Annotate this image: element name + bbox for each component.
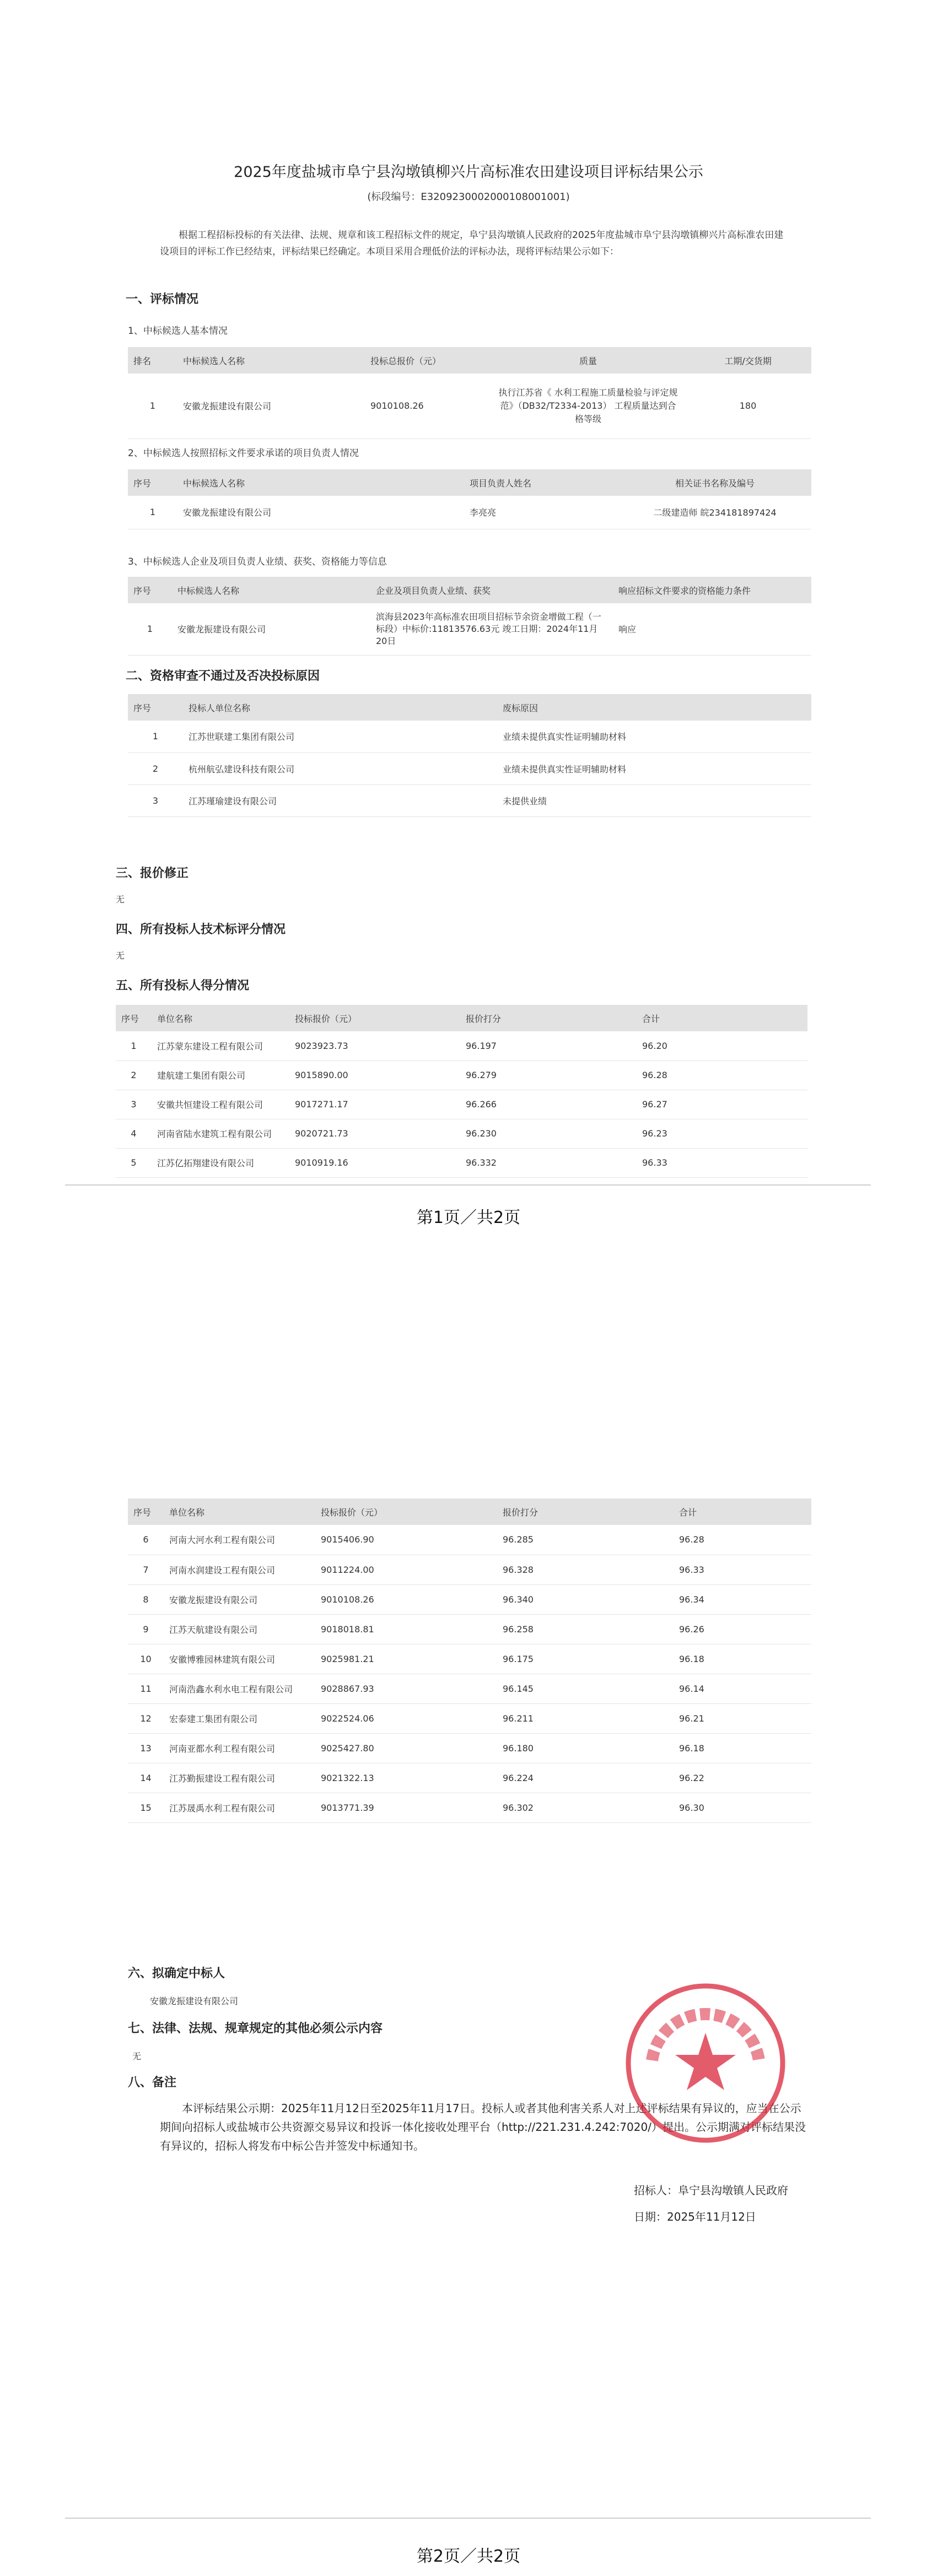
no-cell: 2	[116, 1060, 152, 1090]
table-row	[128, 1703, 811, 1733]
total-cell: 96.18	[674, 1733, 811, 1763]
col-header: 单位名称	[152, 1005, 289, 1031]
table-row	[128, 1614, 811, 1644]
col-header: 投标总报价（元）	[365, 347, 492, 374]
page-divider	[65, 1184, 871, 1186]
total-cell: 96.27	[637, 1090, 807, 1119]
name-cell: 河南省陆水建筑工程有限公司	[152, 1119, 289, 1148]
total-cell: 96.14	[674, 1674, 811, 1703]
price-cell: 9021322.13	[315, 1763, 497, 1793]
no-cell: 10	[128, 1644, 164, 1674]
col-header: 序号	[128, 469, 177, 496]
reason-cell: 未提供业绩	[497, 784, 811, 816]
official-seal-icon	[620, 1978, 791, 2149]
table-row	[128, 784, 811, 816]
no-cell: 4	[116, 1119, 152, 1148]
section-4-text: 无	[116, 950, 125, 961]
name-cell: 安徽龙振建设有限公司	[177, 374, 365, 439]
table-row	[116, 1090, 807, 1119]
col-header: 投标报价（元）	[289, 1005, 460, 1031]
total-cell: 96.21	[674, 1703, 811, 1733]
no-cell: 1	[116, 1031, 152, 1060]
table-row	[128, 496, 811, 529]
subsection-1-2-heading: 2、中标候选人按照招标文件要求承诺的项目负责人情况	[128, 448, 359, 459]
score-cell: 96.279	[460, 1060, 637, 1090]
table-row	[128, 603, 811, 655]
score-cell: 96.266	[460, 1090, 637, 1119]
col-header: 企业及项目负责人业绩、获奖	[370, 577, 613, 603]
col-header: 单位名称	[164, 1498, 315, 1525]
table-row	[128, 1555, 811, 1584]
col-header: 报价打分	[460, 1005, 637, 1031]
col-header: 投标报价（元）	[315, 1498, 497, 1525]
price-cell: 9025427.80	[315, 1733, 497, 1763]
name-cell: 安徽龙振建设有限公司	[172, 603, 370, 655]
quality-cell: 执行江苏省《 水利工程施工质量检验与评定规范》（DB32/T2334-2013） 工程质量达到合格等级	[492, 374, 685, 439]
col-header: 工期/交货期	[685, 347, 811, 374]
price-cell: 9010108.26	[315, 1584, 497, 1614]
no-cell: 15	[128, 1793, 164, 1822]
col-header: 合计	[637, 1005, 807, 1031]
name-cell: 宏泰建工集团有限公司	[164, 1703, 315, 1733]
col-header: 合计	[674, 1498, 811, 1525]
table-header-row	[128, 1498, 811, 1525]
col-header: 中标候选人名称	[177, 469, 464, 496]
no-cell: 1	[128, 721, 183, 753]
table-row	[116, 1119, 807, 1148]
name-cell: 安徽共恒建设工程有限公司	[152, 1090, 289, 1119]
section-2-heading: 二、资格审查不通过及否决投标原因	[126, 669, 320, 683]
no-cell: 6	[128, 1525, 164, 1555]
name-cell: 建航建工集团有限公司	[152, 1060, 289, 1090]
col-header: 中标候选人名称	[172, 577, 370, 603]
remarks-paragraph: 本评标结果公示期：2025年11月12日至2025年11月17日。投标人或者其他利害关系人对上述评标结果有异议的，应当在公示期间向招标人或盐城市公共资源交易异议和投诉一体化接收处理平台（http://221.231.4.242:7020/）提出。公示期满对评标结果没有异议的，招标人将发布中标公告并签发中标通知书。	[160, 2102, 806, 2152]
name-cell: 江苏瑾瑜建设有限公司	[183, 784, 497, 816]
name-cell: 河南大河水利工程有限公司	[164, 1525, 315, 1555]
achievement-table	[128, 577, 811, 656]
price-cell: 9015890.00	[289, 1060, 460, 1090]
no-cell: 11	[128, 1674, 164, 1703]
reason-cell: 业绩未提供真实性证明辅助材料	[497, 753, 811, 784]
name-cell: 江苏亿拓翔建设有限公司	[152, 1148, 289, 1177]
no-cell: 1	[128, 603, 172, 655]
no-cell: 5	[116, 1148, 152, 1177]
score-cell: 96.145	[497, 1674, 674, 1703]
score-cell: 96.285	[497, 1525, 674, 1555]
name-cell: 安徽博雅园林建筑有限公司	[164, 1644, 315, 1674]
sign-date: 日期：2025年11月12日	[634, 2210, 756, 2223]
no-cell: 7	[128, 1555, 164, 1584]
name-cell: 杭州航弘建设科技有限公司	[183, 753, 497, 784]
col-header: 报价打分	[497, 1498, 674, 1525]
score-cell: 96.332	[460, 1148, 637, 1177]
name-cell: 江苏勤振建设工程有限公司	[164, 1763, 315, 1793]
table-header-row	[128, 469, 811, 496]
no-cell: 3	[116, 1090, 152, 1119]
table-row	[128, 721, 811, 753]
no-cell: 13	[128, 1733, 164, 1763]
achievement-cell: 滨海县2023年高标准农田项目招标节余资金增做工程（一标段）中标价:11813576.63元 竣工日期：2024年11月20日	[370, 603, 613, 655]
name-cell: 河南水润建设工程有限公司	[164, 1555, 315, 1584]
price-cell: 9010108.26	[365, 374, 492, 439]
total-cell: 96.23	[637, 1119, 807, 1148]
name-cell: 江苏天航建设有限公司	[164, 1614, 315, 1644]
name-cell: 安徽龙振建设有限公司	[177, 496, 464, 529]
section-6-heading: 六、拟确定中标人	[128, 1967, 225, 1980]
price-cell: 9018018.81	[315, 1614, 497, 1644]
all-scores-table-page2	[128, 1498, 811, 1823]
score-cell: 96.302	[497, 1793, 674, 1822]
price-cell: 9022524.06	[315, 1703, 497, 1733]
price-cell: 9025981.21	[315, 1644, 497, 1674]
no-cell: 12	[128, 1703, 164, 1733]
project-manager-table	[128, 469, 811, 529]
table-row	[128, 1674, 811, 1703]
cert-cell: 二级建造师 皖234181897424	[618, 496, 811, 529]
col-header: 废标原因	[497, 694, 811, 721]
price-cell: 9015406.90	[315, 1525, 497, 1555]
col-header: 质量	[492, 347, 685, 374]
total-cell: 96.30	[674, 1793, 811, 1822]
section-8-heading: 八、备注	[128, 2076, 177, 2090]
section-4-heading: 四、所有投标人技术标评分情况	[116, 923, 286, 937]
section-5-heading: 五、所有投标人得分情况	[116, 979, 250, 993]
rank-cell: 1	[128, 374, 177, 439]
col-header: 序号	[128, 1498, 164, 1525]
table-row	[116, 1031, 807, 1060]
section-3-text: 无	[116, 894, 125, 905]
price-cell: 9017271.17	[289, 1090, 460, 1119]
price-cell: 9028867.93	[315, 1674, 497, 1703]
score-cell: 96.224	[497, 1763, 674, 1793]
score-cell: 96.258	[497, 1614, 674, 1644]
total-cell: 96.18	[674, 1644, 811, 1674]
table-header-row	[128, 577, 811, 603]
table-row	[128, 1525, 811, 1555]
col-header: 排名	[128, 347, 177, 374]
total-cell: 96.34	[674, 1584, 811, 1614]
table-row	[128, 1733, 811, 1763]
section-7-heading: 七、法律、法规、规章规定的其他必须公示内容	[128, 2022, 383, 2036]
table-row	[128, 1584, 811, 1614]
total-cell: 96.33	[674, 1555, 811, 1584]
name-cell: 江苏世联建工集团有限公司	[183, 721, 497, 753]
col-header: 响应招标文件要求的资格能力条件	[613, 577, 811, 603]
page-1	[0, 0, 937, 1267]
no-cell: 9	[128, 1614, 164, 1644]
intro-paragraph: 根据工程招标投标的有关法律、法规、规章和该工程招标文件的规定，阜宁县沟墩镇人民政府的2025年度盐城市阜宁县沟墩镇柳兴片高标准农田建设项目的评标工作已经结束，评标结果已经确定。本项目采用合理低价法的评标办法，现将评标结果公示如下：	[160, 230, 784, 257]
page-2-footer: 第2页／共2页	[416, 2547, 521, 2566]
no-cell: 3	[128, 784, 183, 816]
score-cell: 96.211	[497, 1703, 674, 1733]
table-row	[128, 1793, 811, 1822]
page-2	[0, 1267, 937, 2576]
table-header-row	[128, 347, 811, 374]
no-cell: 1	[128, 496, 177, 529]
price-cell: 9013771.39	[315, 1793, 497, 1822]
section-1-heading: 一、评标情况	[126, 293, 199, 306]
total-cell: 96.28	[637, 1060, 807, 1090]
price-cell: 9020721.73	[289, 1119, 460, 1148]
bid-number: (标段编号：E3209230002000108001001)	[367, 191, 570, 203]
name-cell: 江苏晟禹水利工程有限公司	[164, 1793, 315, 1822]
all-scores-table-page1	[116, 1005, 807, 1178]
total-cell: 96.22	[674, 1763, 811, 1793]
score-cell: 96.340	[497, 1584, 674, 1614]
col-header: 中标候选人名称	[177, 347, 365, 374]
period-cell: 180	[685, 374, 811, 439]
name-cell: 江苏蒙东建设工程有限公司	[152, 1031, 289, 1060]
section-6-text: 安徽龙振建设有限公司	[150, 1996, 239, 2006]
subsection-1-1-heading: 1、中标候选人基本情况	[128, 326, 228, 337]
qualification-cell: 响应	[613, 603, 811, 655]
score-cell: 96.197	[460, 1031, 637, 1060]
signer: 招标人：阜宁县沟墩镇人民政府	[634, 2184, 788, 2197]
price-cell: 9023923.73	[289, 1031, 460, 1060]
table-header-row	[116, 1005, 807, 1031]
name-cell: 河南亚都水利工程有限公司	[164, 1733, 315, 1763]
no-cell: 2	[128, 753, 183, 784]
page-1-footer: 第1页／共2页	[416, 1208, 521, 1227]
total-cell: 96.33	[637, 1148, 807, 1177]
col-header: 相关证书名称及编号	[618, 469, 811, 496]
table-row	[128, 1763, 811, 1793]
table-row	[116, 1148, 807, 1177]
total-cell: 96.20	[637, 1031, 807, 1060]
reason-cell: 业绩未提供真实性证明辅助材料	[497, 721, 811, 753]
table-header-row	[128, 694, 811, 721]
section-3-heading: 三、报价修正	[116, 867, 189, 880]
price-cell: 9011224.00	[315, 1555, 497, 1584]
no-cell: 8	[128, 1584, 164, 1614]
score-cell: 96.328	[497, 1555, 674, 1584]
no-cell: 14	[128, 1763, 164, 1793]
table-row	[128, 1644, 811, 1674]
section-7-text: 无	[132, 2051, 142, 2061]
score-cell: 96.230	[460, 1119, 637, 1148]
table-row	[116, 1060, 807, 1090]
total-cell: 96.26	[674, 1614, 811, 1644]
col-header: 序号	[128, 577, 172, 603]
disqualified-table	[128, 694, 811, 817]
manager-cell: 李亮亮	[464, 496, 618, 529]
page-divider	[65, 2518, 871, 2519]
col-header: 项目负责人姓名	[464, 469, 618, 496]
total-cell: 96.28	[674, 1525, 811, 1555]
name-cell: 安徽龙振建设有限公司	[164, 1584, 315, 1614]
subsection-1-3-heading: 3、中标候选人企业及项目负责人业绩、获奖、资格能力等信息	[128, 556, 387, 567]
table-row	[128, 753, 811, 784]
score-cell: 96.175	[497, 1644, 674, 1674]
price-cell: 9010919.16	[289, 1148, 460, 1177]
table-row	[128, 374, 811, 439]
col-header: 序号	[128, 694, 183, 721]
score-cell: 96.180	[497, 1733, 674, 1763]
doc-title: 2025年度盐城市阜宁县沟墩镇柳兴片高标准农田建设项目评标结果公示	[234, 164, 703, 181]
col-header: 序号	[116, 1005, 152, 1031]
name-cell: 河南浩鑫水利水电工程有限公司	[164, 1674, 315, 1703]
candidate-basic-table	[128, 347, 811, 439]
col-header: 投标人单位名称	[183, 694, 497, 721]
